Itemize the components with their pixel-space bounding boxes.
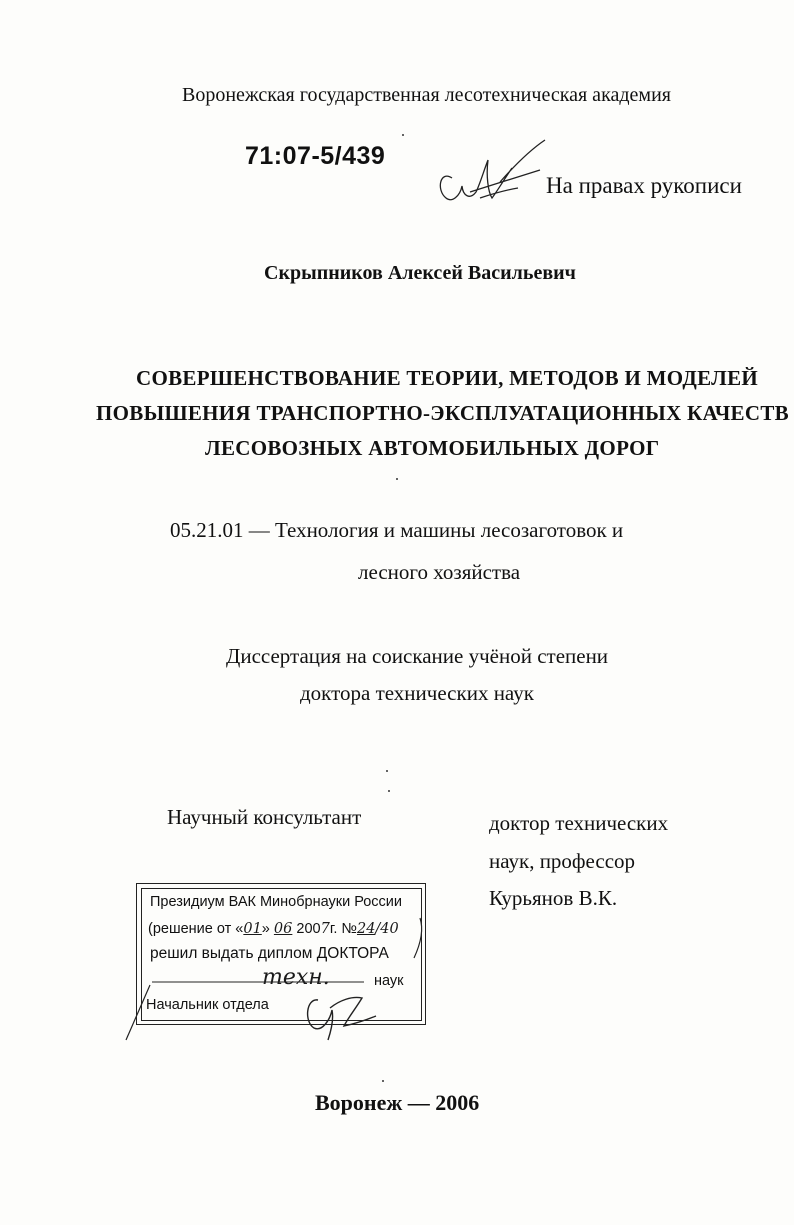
stamp-signature-icon (308, 997, 376, 1040)
scan-speck (386, 770, 388, 772)
specialty-line-2: лесного хозяйства (358, 560, 521, 584)
stamp-sep-1: » (261, 921, 270, 937)
consultant-degree-line-1: доктор технических (489, 811, 669, 835)
stamp-sep-2: г. № (329, 921, 357, 937)
institution-name: Воронежская государственная лесотехническая академия (182, 84, 671, 106)
stamp-decision-prefix: (решение от « (148, 921, 244, 937)
consultant-label: Научный консультант (167, 805, 362, 829)
thesis-title-line-2: ПОВЫШЕНИЯ ТРАНСПОРТНО-ЭКСПЛУАТАЦИОННЫХ КАЧЕСТВ (96, 401, 789, 425)
scan-speck (396, 478, 398, 480)
thesis-title-line-3: ЛЕСОВОЗНЫХ АВТОМОБИЛЬНЫХ ДОРОГ (205, 436, 660, 460)
stamp-number: 24 (356, 921, 376, 937)
thesis-title-line-1: СОВЕРШЕНСТВОВАНИЕ ТЕОРИИ, МЕТОДОВ И МОДЕЛЕЙ (136, 366, 759, 390)
stamp-day: 01 (243, 921, 262, 937)
stamp-pen-stroke (126, 985, 150, 1040)
stamp-line-head: Начальник отдела (146, 997, 269, 1013)
archive-code: 71:07-5/439 (245, 142, 386, 170)
specialty-line-1: 05.21.01 — Технология и машины лесозаготовок и (170, 518, 624, 542)
consultant-name: Курьянов В.К. (489, 886, 618, 910)
stamp-pen-stroke-2 (414, 918, 422, 958)
stamp-year-digit: 7 (320, 921, 330, 937)
rights-note: На правах рукописи (546, 173, 742, 198)
stamp-year-prefix: 200 (296, 921, 321, 937)
author-name: Скрыпников Алексей Васильевич (264, 262, 576, 284)
scan-speck (388, 790, 390, 792)
stamp-line-presidium: Президиум ВАК Минобрнауки России (150, 894, 403, 910)
stamp-line-diploma: решил выдать диплом ДОКТОРА (150, 945, 389, 962)
scan-speck (402, 134, 404, 136)
stamp-number-suffix: /40 (375, 921, 399, 937)
city-year: Воронеж — 2006 (315, 1090, 480, 1115)
stamp-field-handwritten: тexн. (262, 965, 330, 990)
stamp-line-nauk: наук (374, 973, 404, 989)
dissertation-line-1: Диссертация на соискание учёной степени (226, 644, 609, 668)
stamp-month: 06 (273, 921, 293, 937)
scan-speck (382, 1080, 384, 1082)
consultant-degree-line-2: наук, профессор (489, 849, 636, 873)
dissertation-line-2: доктора технических наук (300, 681, 534, 705)
